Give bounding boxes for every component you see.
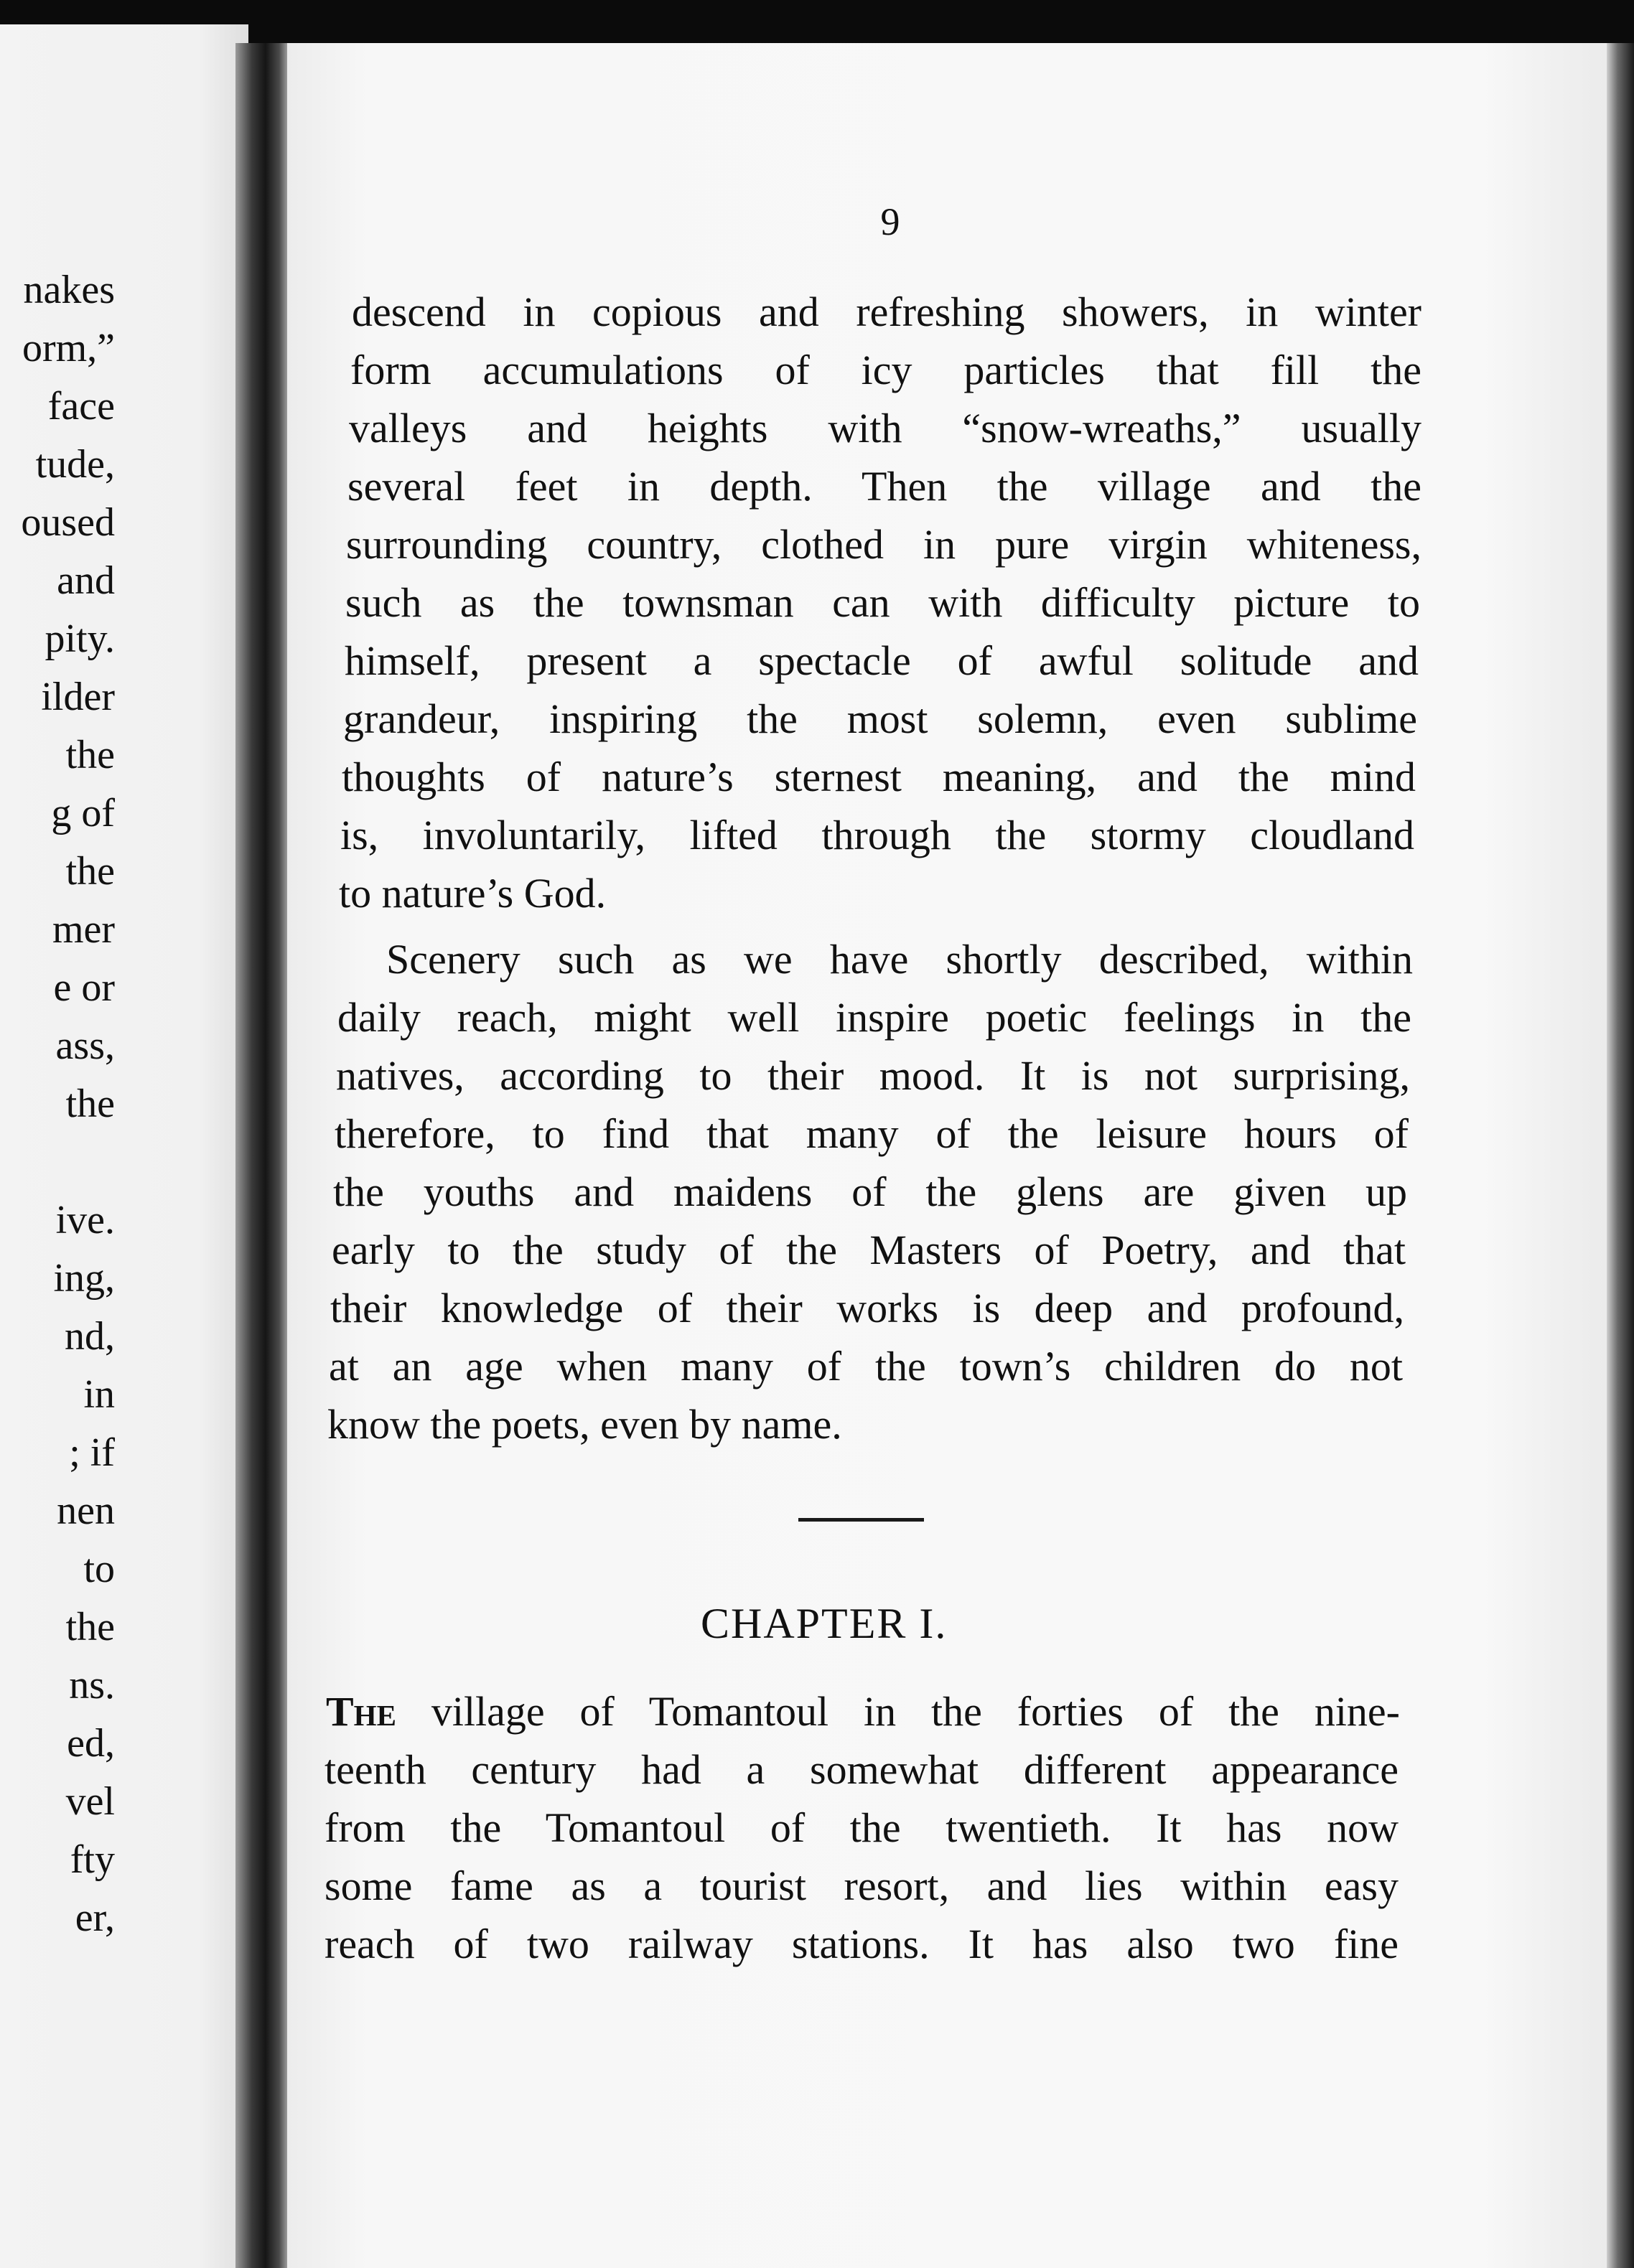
text-line: grandeur, inspiring the most solemn, even sublime [343,695,1417,742]
left-line: nd, [65,1314,115,1359]
text-line: therefore, to find that many of the leisure hours of [335,1110,1409,1157]
text-line: know the poets, even by name. [327,1401,842,1448]
left-line: ed, [67,1721,115,1766]
text-line: natives, according to their mood. It is not surprising, [336,1052,1410,1099]
text-line: reach of two railway stations. It has also two fine [325,1921,1399,1967]
left-line: the [65,733,115,777]
text-line: thoughts of nature’s sternest meaning, and the mind [342,754,1416,800]
left-line: the [65,849,115,894]
left-line: face [47,384,115,428]
text-line: from the Tomantoul of the twentieth. It has now [325,1804,1399,1851]
text-line: Scenery such as we have shortly described, within [386,936,1413,983]
text-line: early to the study of the Masters of Poetry, and that [332,1227,1406,1273]
left-line: ing, [53,1256,115,1301]
left-line: er, [75,1896,115,1940]
text-line: surrounding country, clothed in pure virgin whiteness, [346,521,1421,568]
section-divider [798,1518,924,1522]
left-line: nakes [23,268,115,312]
left-line: g of [51,791,115,835]
left-line: nen [57,1489,115,1533]
left-line: pity. [45,617,115,661]
left-line: ive. [55,1198,115,1242]
text-line: descend in copious and refreshing showers, in winter [352,289,1421,335]
text-line: valleys and heights with “snow-wreaths,” usually [349,405,1421,451]
text-line: at an age when many of the town’s children do not [329,1343,1403,1390]
text-line: form accumulations of icy particles that fill the [350,347,1421,393]
left-line: in [83,1372,115,1417]
left-line [0,1133,115,1191]
chapter-first-line [326,1687,1400,1737]
left-line: tude, [35,442,115,487]
text-line: is, involuntarily, lifted through the stormy cloudland [340,812,1414,858]
left-line: and [57,558,115,603]
page-number: 9 [880,200,900,243]
page-edge [1607,43,1634,2268]
left-line: ass, [55,1023,115,1068]
left-line: mer [52,907,115,952]
text-line: to nature’s God. [339,870,607,917]
text-line: the youths and maidens of the glens are given up [333,1168,1407,1215]
text-line: such as the townsman can with difficulty picture to [345,579,1420,626]
first-line-text: village of Tomantoul in the forties of the nine- [431,1688,1400,1735]
left-line: the [65,1605,115,1649]
left-line: orm,” [22,326,115,370]
left-line: ; if [69,1430,115,1475]
left-line: fty [70,1837,115,1882]
left-line: e or [53,965,115,1010]
text-line: teenth century had a somewhat different appearance [325,1746,1399,1793]
left-line: ilder [41,675,115,719]
left-line: to [83,1547,115,1591]
left-line: the [65,1082,115,1126]
text-line: daily reach, might well inspire poetic feelings in the [337,994,1411,1041]
left-line: oused [21,500,115,545]
text-line: several feet in depth. Then the village and the [347,463,1421,510]
left-line: ns. [69,1663,115,1707]
left-page-text [0,261,115,1947]
text-line: some fame as a tourist resort, and lies within easy [325,1862,1399,1909]
text-line: himself, present a spectacle of awful solitude and [345,637,1419,684]
opening-word: The [326,1688,396,1735]
chapter-heading: CHAPTER I. [701,1600,948,1647]
left-facing-page [0,24,248,2268]
book-gutter [235,43,290,2268]
left-line: vel [65,1779,115,1824]
text-line: their knowledge of their works is deep and profound, [330,1285,1404,1331]
